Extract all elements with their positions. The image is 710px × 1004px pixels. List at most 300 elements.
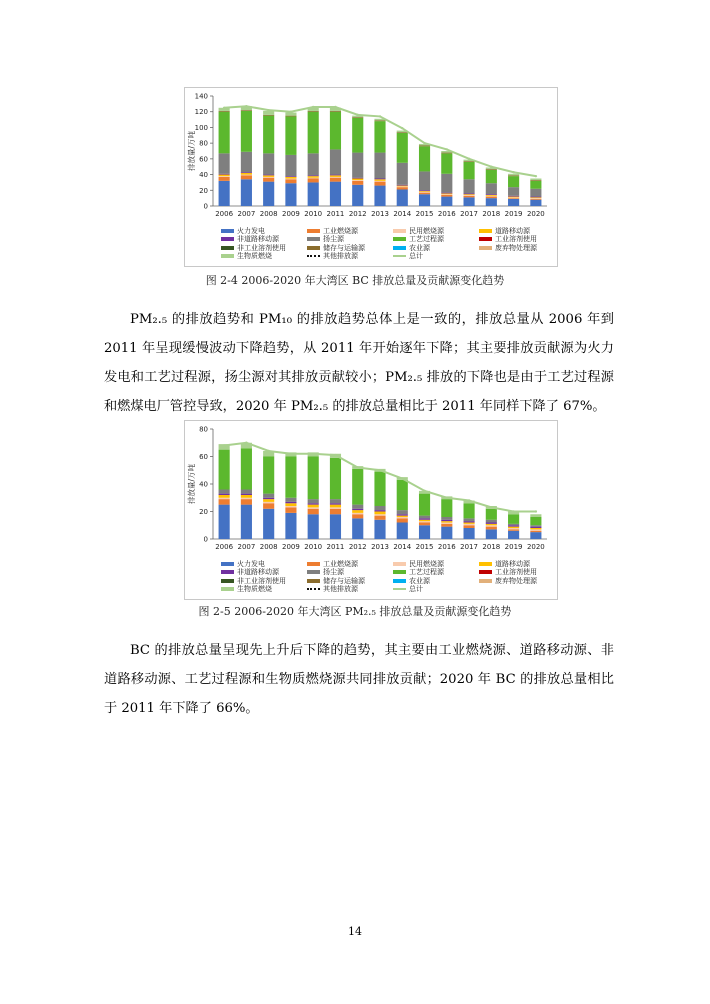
- chart1-bar-segment: [263, 175, 274, 177]
- chart1-bar-segment: [263, 116, 274, 154]
- chart1-legend-label: 农业源: [409, 243, 430, 252]
- chart1-legend-swatch: [393, 237, 406, 241]
- chart1-bar-segment: [419, 193, 430, 195]
- chart2-bar-segment: [263, 502, 274, 503]
- chart2-bar-segment: [486, 523, 497, 524]
- chart2-bar-segment: [464, 523, 475, 524]
- chart2-legend-swatch: [221, 562, 234, 566]
- chart2-bar-segment: [308, 509, 319, 515]
- chart2-legend-item: [221, 585, 272, 594]
- page-number: 14: [348, 925, 362, 938]
- chart1-bar-segment: [508, 174, 519, 176]
- chart2-bar-segment: [397, 517, 408, 518]
- chart2-bar-segment: [464, 525, 475, 528]
- chart1-legend-label: 工业溶剂使用: [495, 235, 537, 244]
- chart1-bar-segment: [441, 193, 452, 194]
- chart1-y-tick-label: 60: [199, 155, 208, 164]
- chart1-bar-segment: [241, 173, 252, 175]
- chart1-legend-label: 火力发电: [237, 227, 265, 235]
- chart1-x-tick-label: 2008: [259, 210, 278, 218]
- chart2-bar-segment: [330, 505, 341, 508]
- chart2-bar-segment: [530, 529, 541, 530]
- chart2-bar-segment: [241, 505, 252, 539]
- figure-2-4-caption: 图 2-4 2006-2020 年大湾区 BC 排放总量及贡献源变化趋势: [205, 274, 505, 287]
- chart2-total-point: [290, 453, 292, 455]
- chart2-bar-segment: [508, 529, 519, 530]
- chart1-legend-label: 扬尘源: [323, 235, 344, 244]
- chart1-y-tick-label: 120: [194, 108, 208, 117]
- chart2-bar-segment: [419, 494, 430, 516]
- chart1-bar-segment: [530, 199, 541, 200]
- chart1-legend-label: 道路移动源: [495, 227, 530, 235]
- chart1-bar-segment: [508, 198, 519, 199]
- chart2-legend-swatch: [393, 562, 406, 566]
- chart2-bar-segment: [352, 505, 363, 509]
- chart2-y-tick-label: 80: [199, 425, 208, 434]
- chart2-bar-segment: [330, 499, 341, 503]
- chart2-bar-segment: [219, 490, 230, 494]
- chart1-bar-segment: [308, 111, 319, 112]
- chart1-bar-segment: [397, 186, 408, 187]
- chart1-bar-segment: [263, 153, 274, 174]
- chart1-bar-segment: [219, 174, 230, 175]
- chart2-legend-swatch: [479, 562, 492, 566]
- chart2-bar-segment: [441, 521, 452, 522]
- chart2-bar-segment: [419, 518, 430, 519]
- chart1-bar-segment: [308, 176, 319, 178]
- chart1-legend-swatch: [307, 246, 320, 250]
- chart1-total-point: [490, 166, 492, 168]
- chart2-y-tick-label: 0: [203, 535, 208, 544]
- chart1-bar-segment: [374, 120, 385, 121]
- chart1-y-tick-label: 40: [199, 171, 208, 180]
- chart1-legend-item: [221, 252, 272, 261]
- paragraph-pm25: PM₂.₅ 的排放趋势和 PM₁₀ 的排放趋势总体上是一致的，排放总量从 2006 年到 2011 年呈现缓慢波动下降趋势，从 2011 年开始逐年下降；其主要排放贡献源为火力发电和工艺过程源，扬尘源对其排放贡献较小；PM₂.₅ 排放的下降也是由于工艺过程源和燃煤电厂管控导致，2020 年 PM₂.₅ 的排放总量相比于 2011 年同样下降了 67%。: [104, 312, 614, 414]
- chart1-bar-segment: [508, 187, 519, 196]
- chart1-x-tick-label: 2012: [348, 210, 367, 218]
- chart1-bar-segment: [530, 200, 541, 206]
- chart1-bar-segment: [219, 181, 230, 206]
- chart1-bar-segment: [219, 176, 230, 177]
- chart2-legend-label: 废弃物处理源: [495, 576, 537, 585]
- chart1-legend-label: 储存与运输源: [323, 243, 365, 252]
- chart1-y-tick-label: 100: [194, 123, 208, 132]
- chart1-bar-segment: [219, 175, 230, 177]
- chart1-bar-segment: [330, 175, 341, 177]
- chart1-total-point: [357, 114, 359, 116]
- chart2-bar-segment: [397, 523, 408, 540]
- chart1-bar-segment: [508, 197, 519, 198]
- chart2-bar-segment: [219, 499, 230, 505]
- chart1-bar-segment: [374, 186, 385, 206]
- chart2-bar-segment: [241, 498, 252, 499]
- chart1-bar-segment: [486, 183, 497, 194]
- chart2-legend-label: 扬尘源: [323, 568, 344, 577]
- chart1-total-point: [423, 142, 425, 144]
- chart1-bar-segment: [419, 146, 430, 147]
- chart1-bar-segment: [352, 153, 363, 178]
- chart1-legend-swatch: [307, 229, 320, 233]
- chart1-bar-segment: [308, 178, 319, 179]
- chart1-bar-segment: [486, 194, 497, 195]
- chart1-bar-segment: [219, 112, 230, 154]
- chart2-legend-item: [479, 577, 537, 586]
- chart2-bar-segment: [263, 498, 274, 499]
- chart1-total-point: [535, 175, 537, 177]
- chart1-bar-segment: [464, 161, 475, 162]
- chart1-bar-segment: [241, 175, 252, 179]
- chart2-total-point: [223, 444, 225, 446]
- chart2-bar-segment: [441, 517, 452, 520]
- chart1-bar-segment: [419, 171, 430, 190]
- chart2-bar-segment: [397, 514, 408, 515]
- chart1-legend-item: [307, 252, 358, 261]
- chart1-bar-segment: [397, 190, 408, 207]
- chart1-bar-segment: [464, 194, 475, 195]
- chart1-y-tick-label: 20: [199, 186, 208, 195]
- chart2-bar-segment: [419, 516, 430, 519]
- chart1-bar-segment: [241, 175, 252, 176]
- chart1-legend-swatch: [221, 254, 234, 258]
- chart1-bar-segment: [397, 132, 408, 133]
- chart2-x-tick-label: 2013: [371, 543, 389, 551]
- chart1-bar-segment: [530, 197, 541, 198]
- chart2-y-tick-label: 20: [199, 508, 208, 516]
- chart2-legend-label: 生物质燃烧: [237, 584, 272, 593]
- chart2-bar-segment: [464, 518, 475, 521]
- chart1-bar-segment: [263, 175, 274, 176]
- chart2-total-point: [490, 506, 492, 508]
- chart2-bar-segment: [308, 505, 319, 508]
- chart1-bar-segment: [330, 177, 341, 178]
- chart2-legend-swatch: [307, 588, 320, 590]
- chart1-bar-segment: [374, 179, 385, 181]
- chart2-bar-segment: [397, 510, 408, 514]
- chart1-x-tick-label: 2006: [215, 210, 234, 218]
- chart1-bar-segment: [464, 196, 475, 198]
- chart1-bar-segment: [464, 197, 475, 206]
- chart2-legend-swatch: [393, 579, 406, 583]
- chart2-bar-segment: [285, 457, 296, 498]
- chart2-legend-label: 火力发电: [237, 560, 265, 568]
- chart2-total-point: [423, 490, 425, 492]
- chart2-bar-segment: [352, 510, 363, 513]
- chart1-bar-segment: [263, 178, 274, 182]
- chart2-total-point: [357, 466, 359, 468]
- chart1-legend: [221, 227, 551, 265]
- chart2-bar-segment: [486, 527, 497, 530]
- chart2-bar-segment: [352, 469, 363, 505]
- chart1-x-tick-label: 2013: [371, 210, 389, 218]
- chart2-bar-segment: [530, 514, 541, 517]
- chart1-bar-segment: [464, 162, 475, 179]
- chart1-bar-segment: [241, 111, 252, 152]
- chart1-x-tick-label: 2011: [326, 210, 345, 218]
- chart1-legend-label: 非道路移动源: [237, 235, 279, 244]
- chart1-bar-segment: [419, 194, 430, 206]
- chart2-total-point: [468, 499, 470, 501]
- chart1-bar-segment: [508, 175, 519, 176]
- chart-figure-2-4: [184, 87, 558, 267]
- chart2-total-point: [245, 442, 247, 444]
- chart2-bar-segment: [263, 457, 274, 494]
- chart2-legend-label: 农业源: [409, 576, 430, 585]
- chart1-bar-segment: [419, 192, 430, 193]
- chart2-bar-segment: [352, 518, 363, 539]
- chart1-bar-segment: [508, 196, 519, 197]
- chart1-bar-segment: [308, 182, 319, 206]
- chart1-legend-swatch: [393, 255, 406, 257]
- chart2-total-point: [379, 469, 381, 471]
- chart2-bar-segment: [219, 450, 230, 490]
- chart2-bar-segment: [464, 524, 475, 525]
- chart2-legend-label: 工业溶剂使用: [495, 568, 537, 577]
- chart2-x-tick-label: 2006: [215, 543, 234, 551]
- chart2-bar-segment: [241, 490, 252, 494]
- chart2-legend-swatch: [221, 587, 234, 591]
- chart2-bar-segment: [263, 494, 274, 498]
- chart1-bar-segment: [397, 186, 408, 187]
- chart1-total-point: [223, 107, 225, 109]
- chart1-bar-segment: [285, 183, 296, 206]
- chart1-y-tick-label: 80: [199, 139, 208, 148]
- chart1-bar-segment: [530, 180, 541, 181]
- chart1-bar-segment: [219, 111, 230, 112]
- chart2-bar-segment: [486, 520, 497, 523]
- chart2-legend-label: 其他排放源: [323, 584, 358, 593]
- chart2-bar-segment: [508, 528, 519, 529]
- chart2-bar-segment: [330, 514, 341, 539]
- chart1-total-point: [245, 105, 247, 107]
- chart2-x-tick-label: 2018: [482, 543, 501, 551]
- chart1-bar-segment: [530, 179, 541, 181]
- chart2-bar-segment: [308, 503, 319, 504]
- chart1-bar-segment: [330, 175, 341, 176]
- chart2-bar-segment: [486, 524, 497, 525]
- chart1-bar-segment: [419, 146, 430, 171]
- chart1-x-tick-label: 2007: [237, 210, 256, 218]
- chart1-bar-segment: [441, 195, 452, 197]
- chart1-bar-segment: [352, 180, 363, 181]
- chart1-legend-swatch: [393, 246, 406, 250]
- chart2-bar-segment: [486, 525, 497, 526]
- chart2-legend-label: 储存与运输源: [323, 576, 365, 585]
- chart2-legend-label: 工艺过程源: [409, 568, 444, 577]
- chart1-bar-segment: [308, 179, 319, 183]
- chart2-legend-label: 工业燃烧源: [323, 560, 358, 568]
- chart2-legend-item: [393, 585, 423, 594]
- chart2-bar-segment: [241, 499, 252, 505]
- chart1-bar-segment: [530, 181, 541, 189]
- chart2-bar-segment: [530, 527, 541, 528]
- chart2-legend-swatch: [307, 562, 320, 566]
- chart1-total-point: [446, 148, 448, 150]
- chart2-legend-swatch: [479, 579, 492, 583]
- chart2-bar-segment: [330, 507, 341, 508]
- chart2-legend-label: 非工业溶剂使用: [237, 576, 286, 585]
- chart2-bar-segment: [352, 509, 363, 510]
- chart2-bar-segment: [441, 524, 452, 527]
- chart2-bar-segment: [374, 510, 385, 511]
- chart2-bar-segment: [508, 527, 519, 528]
- chart1-bar-segment: [508, 197, 519, 198]
- chart1-bar-segment: [263, 177, 274, 178]
- chart2-bar-segment: [219, 494, 230, 495]
- chart1-bar-segment: [352, 179, 363, 181]
- chart1-bar-segment: [219, 177, 230, 181]
- chart1-bar-segment: [352, 118, 363, 153]
- chart2-x-tick-label: 2010: [304, 543, 323, 551]
- chart1-bar-segment: [441, 194, 452, 195]
- chart2-x-tick-label: 2020: [526, 543, 545, 551]
- chart1-total-point: [312, 106, 314, 108]
- figure-2-5-caption: 图 2-5 2006-2020 年大湾区 PM₂.₅ 排放总量及贡献源变化趋势: [198, 605, 512, 618]
- chart1-bar-segment: [330, 149, 341, 174]
- chart1-bar-segment: [486, 169, 497, 170]
- chart2-y-tick-label: 60: [199, 453, 208, 461]
- chart1-legend-swatch: [393, 229, 406, 233]
- chart1-bar-segment: [374, 153, 385, 179]
- chart1-x-tick-label: 2015: [415, 210, 434, 218]
- chart2-bar-segment: [330, 503, 341, 504]
- chart1-bar-segment: [330, 111, 341, 112]
- chart2-total-point: [312, 453, 314, 455]
- chart2-bar-segment: [441, 520, 452, 521]
- chart1-x-tick-label: 2016: [437, 210, 456, 218]
- chart1-legend-swatch: [221, 229, 234, 233]
- chart1-bar-segment: [508, 176, 519, 187]
- chart1-bar-segment: [285, 155, 296, 176]
- chart2-bar-segment: [374, 520, 385, 539]
- chart2-bar-segment: [419, 521, 430, 522]
- chart1-bar-segment: [285, 116, 296, 117]
- chart1-y-tick-label: 140: [194, 92, 208, 101]
- chart2-legend-item: [307, 585, 358, 594]
- chart1-bar-segment: [441, 153, 452, 173]
- chart2-x-tick-label: 2015: [415, 543, 434, 551]
- chart1-bar-segment: [330, 182, 341, 206]
- chart1-legend-swatch: [307, 237, 320, 241]
- chart1-bar-segment: [285, 113, 296, 116]
- chart2-bar-segment: [219, 495, 230, 498]
- chart1-bar-segment: [285, 179, 296, 180]
- chart2-bar-segment: [308, 499, 319, 503]
- chart1-legend-swatch: [307, 255, 320, 257]
- chart2-x-tick-label: 2016: [437, 543, 456, 551]
- chart1-x-tick-label: 2020: [526, 210, 545, 218]
- chart1-bar-segment: [352, 181, 363, 185]
- chart1-bar-segment: [530, 189, 541, 197]
- chart1-bar-segment: [441, 153, 452, 154]
- chart1-total-point: [267, 109, 269, 111]
- chart2-bar-segment: [241, 494, 252, 495]
- chart2-bar-segment: [285, 513, 296, 539]
- chart2-bar-segment: [486, 509, 497, 520]
- chart1-bar-segment: [263, 182, 274, 206]
- chart1-bar-segment: [486, 198, 497, 206]
- chart2-total-point: [334, 454, 336, 456]
- chart1-total-point: [379, 115, 381, 117]
- chart2-x-tick-label: 2017: [460, 543, 478, 551]
- chart2-legend-swatch: [307, 570, 320, 574]
- chart1-bar-segment: [397, 185, 408, 186]
- chart1-bar-segment: [530, 197, 541, 198]
- chart2-bar-segment: [241, 448, 252, 489]
- chart2-bar-segment: [241, 495, 252, 498]
- chart2-x-tick-label: 2014: [393, 543, 412, 551]
- chart2-x-tick-label: 2009: [282, 543, 300, 551]
- chart2-legend-swatch: [221, 579, 234, 583]
- chart1-legend-swatch: [479, 246, 492, 250]
- chart2-bar-segment: [397, 518, 408, 522]
- chart1-legend-label: 生物质燃烧: [237, 251, 272, 260]
- chart2-bar-segment: [285, 507, 296, 513]
- chart2-total-point: [267, 450, 269, 452]
- chart2-bar-segment: [285, 503, 296, 506]
- chart2-bar-segment: [374, 472, 385, 506]
- chart2-bar-segment: [508, 524, 519, 525]
- chart2-legend-swatch: [393, 588, 406, 590]
- chart1-bar-segment: [241, 172, 252, 173]
- chart1-x-tick-label: 2014: [393, 210, 412, 218]
- chart2-bar-segment: [464, 528, 475, 539]
- chart1-legend-label: 非工业溶剂使用: [237, 243, 286, 252]
- chart1-bar-segment: [241, 110, 252, 111]
- chart1-bar-segment: [330, 178, 341, 182]
- chart1-bar-segment: [285, 176, 296, 177]
- chart2-legend-swatch: [307, 579, 320, 583]
- chart1-bar-segment: [285, 177, 296, 179]
- chart1-legend-label: 总计: [409, 251, 423, 260]
- paragraph-bc: BC 的排放总量呈现先上升后下降的趋势，其主要由工业燃烧源、道路移动源、非道路移动源、工艺过程源和生物质燃烧源共同排放贡献；2020 年 BC 的排放总量相比于 2011 年下降了 66%。: [104, 643, 614, 716]
- chart1-bar-segment: [419, 191, 430, 192]
- chart1-legend-swatch: [221, 237, 234, 241]
- chart1-bar-segment: [486, 195, 497, 196]
- chart2-legend-label: 非道路移动源: [237, 568, 279, 577]
- chart2-bar-segment: [330, 458, 341, 499]
- chart1-bar-segment: [464, 195, 475, 196]
- chart1-legend-swatch: [221, 246, 234, 250]
- chart2-bar-segment: [508, 514, 519, 524]
- chart2-legend-swatch: [479, 570, 492, 574]
- chart2-bar-segment: [530, 532, 541, 539]
- chart1-legend-label: 其他排放源: [323, 251, 358, 260]
- chart2-bar-segment: [530, 517, 541, 525]
- chart2-bar-segment: [508, 525, 519, 526]
- chart2-bar-segment: [308, 514, 319, 539]
- chart2-y-tick-label: 40: [199, 480, 208, 489]
- chart1-bar-segment: [419, 190, 430, 191]
- chart2-bar-segment: [464, 521, 475, 522]
- chart1-bar-segment: [464, 193, 475, 194]
- chart2-bar-segment: [374, 516, 385, 520]
- chart2-bar-segment: [285, 502, 296, 503]
- chart2-legend-swatch: [393, 570, 406, 574]
- chart1-bar-segment: [330, 112, 341, 150]
- chart2-legend-label: 总计: [409, 584, 423, 593]
- chart2-bar-segment: [441, 527, 452, 539]
- chart2-total-point: [446, 497, 448, 499]
- chart1-bar-segment: [263, 111, 274, 115]
- chart1-legend-label: 民用燃烧源: [409, 227, 444, 235]
- chart2-bar-segment: [508, 531, 519, 539]
- chart1-bar-segment: [374, 121, 385, 152]
- chart1-legend-item: [479, 244, 537, 253]
- chart1-legend-swatch: [479, 229, 492, 233]
- chart1-x-tick-label: 2019: [504, 210, 523, 218]
- chart1-bar-segment: [374, 182, 385, 186]
- chart1-bar-segment: [464, 179, 475, 193]
